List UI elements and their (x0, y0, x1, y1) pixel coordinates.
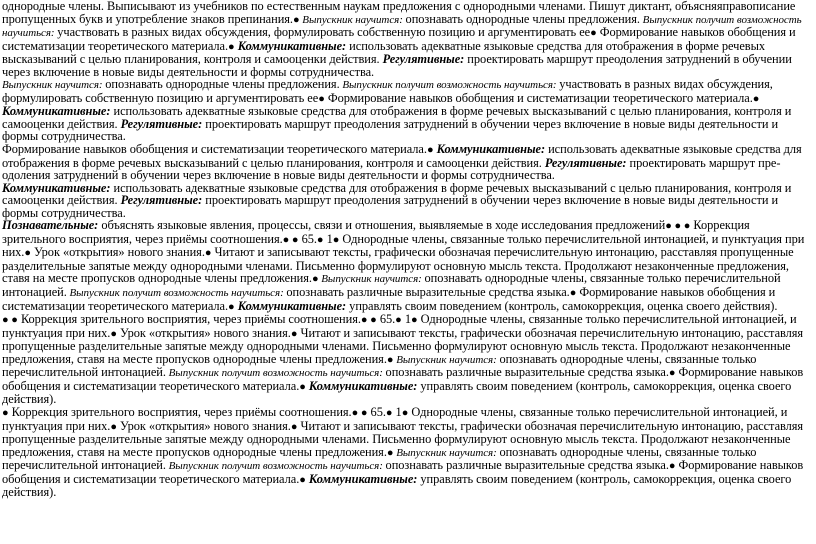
bullet-icon: ● ● (360, 314, 377, 327)
text-run: опознавать различные выразительные средства языка. (385, 365, 669, 380)
bold-italic-heading: Регулятивные: (544, 155, 630, 170)
bold-italic-heading: Коммуникативные: (305, 471, 421, 486)
text-run: опознавать однородные члены, связанные только перечислительной интонацией. (2, 271, 781, 300)
bullet-icon: ● ● (351, 406, 368, 419)
text-run: опознавать однородные члены предложения. (405, 11, 640, 26)
bullet-icon: ● (386, 446, 394, 459)
bullet-icon: ● (395, 314, 402, 327)
text-run: проектировать маршрут преодоления затруднений в обучении через включение в новые виды деятельности и формы сотрудничества. (2, 193, 779, 220)
bold-italic-heading: Коммуникативные: (305, 378, 421, 393)
bullet-icon: ● (668, 460, 676, 473)
text-run: использовать адекватные языковые средства для отображения в форме речевых высказываний с целью планирования, контроля и самооценки действия. (2, 180, 792, 208)
bullet-icon: ● (2, 406, 9, 419)
italic-run: Выпускник научится: (393, 446, 500, 459)
text-run: управлять своим поведением (контроль, самокоррекция, оценка своего действия). (349, 298, 778, 313)
text-run: 1 (401, 312, 411, 327)
bullet-icon: ● ● (282, 233, 299, 246)
italic-run: Выпускник научится: (393, 353, 500, 366)
italic-run: Выпускник научится: (2, 79, 106, 92)
text-run: Формирование навыков обобщения и систематизации теоретического материала. (2, 285, 776, 313)
text-run: проектировать маршрут преодоления затруднений в обучении через включение в новые виды деятельности и формы сотрудничества. (2, 52, 792, 79)
italic-run: Выпускник получит возможность научиться: (165, 460, 386, 473)
document-body (2, 0, 812, 499)
italic-run: Выпускник получит возможность научиться: (66, 287, 287, 300)
paragraph (2, 0, 812, 78)
bullet-icon: ● (228, 40, 235, 53)
text-run: Однородные члены, связанные только перечислительной интонацией, и пунктуация при них. (2, 404, 788, 433)
text-run: проектировать маршрут преодоления затруднений в обучении через включение в новые виды деятельности и формы сотрудничества. (2, 116, 779, 144)
text-run: Урок «открытия» нового знания. (116, 418, 291, 433)
bullet-icon: ● ● (2, 314, 18, 327)
bullet-icon: ● (204, 247, 212, 260)
bullet-icon: ● (332, 233, 340, 246)
bullet-icon: ● (410, 314, 418, 327)
text-run: Формирование навыков обобщения и систематизации теоретического материала. (324, 90, 753, 105)
bullet-icon: ● (228, 300, 235, 313)
bullet-icon: ● (569, 287, 577, 300)
text-run: использовать адекватные языковые средства для отображения в форме речевых высказываний с целью планирования, контроля и самооценки действия. (2, 142, 802, 170)
text-run: объяснять языковые явления, процессы, связи и отношения, выявляемые в ходе исследования предложений (101, 218, 666, 233)
bold-italic-heading: Регулятивные: (120, 193, 206, 208)
bullet-icon: ● (290, 327, 298, 340)
text-run: Однородные члены, связанные только перечислительной интонацией, и пунктуация при них. (2, 231, 805, 260)
bold-italic-heading: Регулятивные: (382, 52, 468, 67)
text-run: опознавать однородные члены, связанные только перечислительной интонацией. (2, 444, 757, 473)
text-run: Урок «открытия» нового знания. (116, 325, 291, 340)
text-run: участвовать в разных видах обсуждения, формулировать собственную позицию и аргументировать ее (57, 25, 591, 40)
bold-italic-heading: Коммуникативные: (234, 298, 350, 313)
text-run: Коррекция зрительного восприятия, через приёмы соотношения. (17, 312, 361, 327)
italic-run: Выпускник получит возможность научиться: (339, 79, 560, 92)
text-run: участвовать в разных видах обсуждения, формулировать собственную позицию и аргументировать ее (2, 77, 773, 105)
paragraph (2, 219, 812, 313)
text-run: Формирование навыков обобщения и систематизации теоретического материала. (2, 458, 804, 486)
text-run: Урок «открытия» нового знания. (30, 245, 205, 260)
text-run: использовать адекватные языковые средства для отображения в форме речевых высказываний с целью планирования, контроля и самооценки действия. (2, 38, 765, 67)
bullet-icon: ● ● ● (665, 220, 691, 233)
paragraph (2, 182, 812, 220)
italic-run: Выпускник получит возможность научиться: (2, 13, 802, 40)
paragraph (2, 78, 812, 143)
text-run: Читают и записывают тексты, графически обозначая перечислительную интонацию, расставляя пропущенные разделительные запятые между однородными членами. Письменно формулируют основную мысль текста. Продолжают незаконченные предложения, ставя на месте пропусков однородные члены предложения. (2, 245, 794, 286)
bullet-icon: ● (752, 92, 760, 105)
bullet-icon: ● (24, 247, 31, 260)
bullet-icon: ● (110, 327, 117, 340)
text-run: управлять своим поведением (контроль, самокоррекция, оценка своего действия). (2, 378, 792, 407)
text-run: 65. (376, 312, 396, 327)
text-run: 65. (367, 404, 386, 419)
bold-italic-heading: Коммуникативные: (234, 38, 350, 53)
bullet-icon: ● (110, 420, 117, 433)
bold-italic-heading: Познавательные: (2, 218, 102, 233)
text-run: Формирование навыков обобщения и систематизации теоретического материала. (2, 365, 804, 393)
text-run: управлять своим поведением (контроль, самокоррекция, оценка своего действия). (2, 471, 792, 500)
text-run: использовать адекватные языковые средства для отображения в форме речевых высказываний с целью планирования, контроля и самооценки действия. (2, 104, 792, 131)
bullet-icon: ● (299, 380, 306, 393)
paragraph (2, 406, 812, 499)
text-run: опознавать различные выразительные средства языка. (286, 285, 570, 300)
bullet-icon: ● (426, 144, 434, 157)
italic-run: Выпускник получит возможность научиться: (165, 367, 386, 380)
paragraph (2, 143, 812, 182)
text-run: Читают и записывают тексты, графически обозначая перечислительную интонацию, расставляя пропущенные разделительные запятые между однородными членами. Письменно формулируют основную мысль текста. Продолжают незаконченные предложения, ставя на месте пропусков однородные члены предложения. (2, 325, 804, 366)
bullet-icon: ● (311, 273, 319, 286)
bullet-icon: ● (668, 367, 676, 380)
text-run: 1 (323, 231, 333, 246)
bullet-icon: ● (318, 92, 325, 105)
bullet-icon: ● (386, 353, 394, 366)
text-run: Коррекция зрительного восприятия, через приёмы соотношения. (8, 404, 352, 419)
bold-italic-heading: Регулятивные: (120, 116, 206, 131)
text-run: 1 (392, 404, 402, 419)
text-run: Читают и записывают тексты, графически обозначая перечислительную интонацию, расставляя пропущенные разделительные запятые между однородными членами. Письменно формулируют основную мысль текста. Продолжают незаконченные предложения, ставя на месте пропусков однородные члены предложения. (2, 418, 804, 459)
text-run: Формирование навыков обобщения и систематизации теоретического материала. (2, 142, 427, 157)
bold-italic-heading: Коммуникативные: (2, 180, 114, 195)
text-run: проектировать маршрут пре-одоления затруднений в обучении через включение в новые виды деятельности и формы сотрудничества. (2, 155, 781, 183)
bullet-icon: ● (401, 406, 409, 419)
text-run: Формирование навыков обобщения и систематизации теоретического материала. (2, 25, 796, 53)
italic-run: Выпускник научится: (318, 273, 425, 286)
bold-italic-heading: Коммуникативные: (2, 104, 114, 119)
text-run: опознавать однородные члены предложения. (105, 77, 340, 92)
paragraph (2, 313, 812, 406)
bullet-icon: ● (290, 420, 298, 433)
bold-italic-heading: Коммуникативные: (433, 142, 549, 157)
text-run: Коррекция зрительного восприятия, через приёмы соотношения. (2, 218, 750, 246)
text-run: 65. (298, 231, 317, 246)
bullet-icon: ● (590, 27, 597, 40)
bullet-icon: ● (316, 233, 324, 246)
bullet-icon: ● (299, 473, 306, 486)
italic-run: Выпускник научится: (299, 13, 406, 26)
text-run: опознавать однородные члены, связанные только перечислительной интонацией. (2, 351, 757, 380)
text-run: однородные члены. Выписывают из учебников по естественным наукам предложения с однородными членами. Пишут диктант, объясняяправописание пропущенных букв и употребление знаков препинания. (2, 0, 796, 26)
bullet-icon: ● (293, 13, 300, 26)
text-run: Однородные члены, связанные только перечислительной интонацией, и пунктуация при них. (2, 312, 797, 340)
bullet-icon: ● (385, 406, 393, 419)
text-run: опознавать различные выразительные средства языка. (385, 458, 669, 473)
